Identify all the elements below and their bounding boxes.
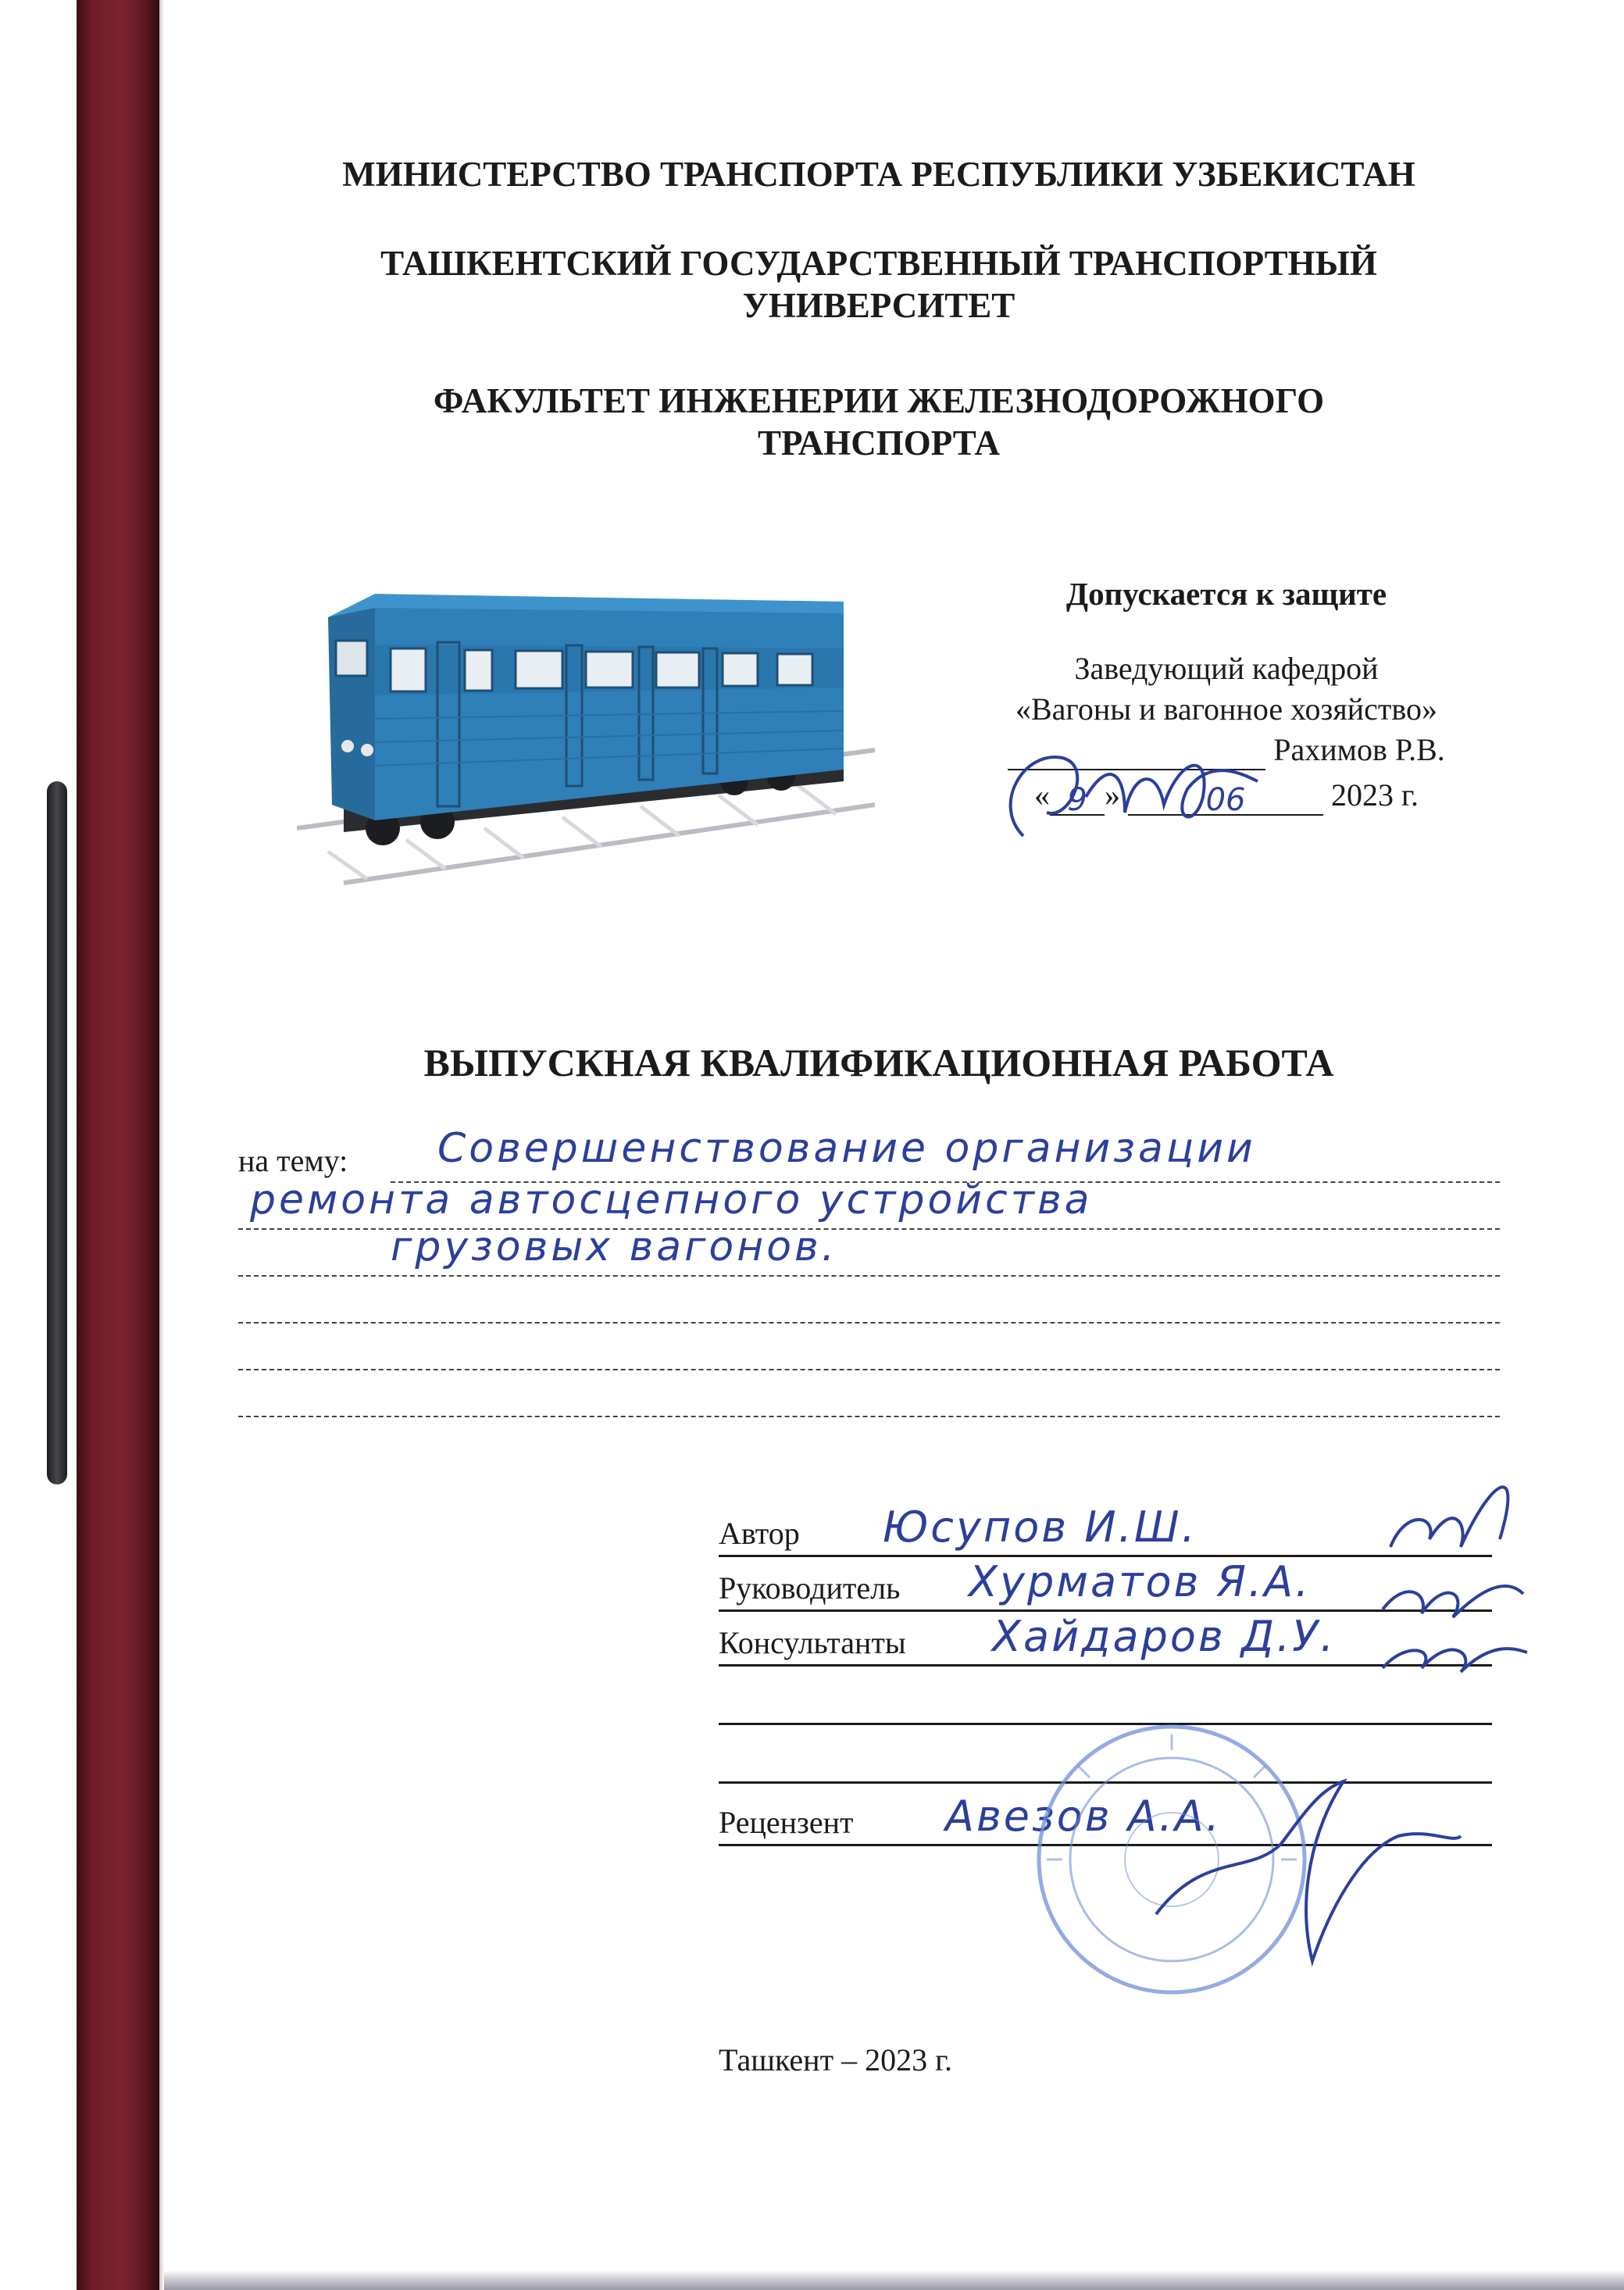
scan-bottom-edge: [164, 2270, 1624, 2290]
supervisor-label: Руководитель: [719, 1570, 901, 1606]
faculty-heading: [195, 380, 1562, 464]
work-title: ВЫПУСКНАЯ КВАЛИФИКАЦИОННАЯ РАБОТА: [423, 1041, 1334, 1084]
topic-handwritten-line3: грузовых вагонов.: [391, 1224, 838, 1270]
topic-handwritten-line2: ремонта автосцепного устройства: [250, 1177, 1093, 1224]
reviewer-signature-graphic: [1140, 1758, 1469, 1977]
faculty-heading-line1: ФАКУЛЬТЕТ ИНЖЕНЕРИИ ЖЕЛЕЗНОДОРОЖНОГО: [433, 381, 1325, 420]
consultants-value: Хайдаров Д.У.: [992, 1612, 1337, 1661]
topic-line-6: [238, 1416, 1500, 1417]
date-close-quote: »: [1105, 777, 1121, 813]
supervisor-value: Хурматов Я.А.: [969, 1557, 1312, 1606]
university-heading-line1: ТАШКЕНТСКИЙ ГОСУДАРСТВЕННЫЙ ТРАНСПОРТНЫЙ: [380, 244, 1377, 283]
city-year-footer: Ташкент – 2023 г.: [719, 2042, 952, 2077]
university-heading: [195, 242, 1562, 327]
binding-string: [47, 781, 67, 1484]
ministry-heading: МИНИСТЕРСТВО ТРАНСПОРТА РЕСПУБЛИКИ УЗБЕКИСТАН: [342, 155, 1415, 194]
approval-title: Допускается к защите: [1065, 576, 1387, 612]
faculty-heading-line2: ТРАНСПОРТА: [757, 423, 1001, 463]
date-day: 9: [1050, 780, 1105, 816]
page-binding: [0, 0, 156, 2290]
consultants-label: Консультанты: [719, 1625, 906, 1660]
topic-label: на тему:: [238, 1143, 348, 1178]
topic-line-5: [238, 1369, 1500, 1370]
head-position: Заведующий кафедрой: [1074, 651, 1379, 686]
university-heading-line2: УНИВЕРСИТЕТ: [742, 286, 1015, 325]
binding-strip: [77, 0, 159, 2290]
head-signature-graphic: [976, 727, 1273, 859]
topic-line-4: [238, 1322, 1500, 1324]
author-label: Автор: [719, 1516, 800, 1551]
date-open-quote: «: [1034, 777, 1051, 813]
department-name: «Вагоны и вагонное хозяйство»: [1015, 691, 1438, 727]
metro-car-illustration: [297, 570, 875, 891]
author-value: Юсупов И.Ш.: [883, 1502, 1197, 1552]
binding-edge: [159, 0, 164, 2290]
date-month: 06: [1128, 780, 1323, 816]
topic-handwritten-line1: Совершенствование организации: [437, 1125, 1256, 1172]
reviewer-value: Авезов А.А.: [945, 1792, 1222, 1841]
head-name: Рахимов Р.В.: [1273, 732, 1445, 767]
date-year: 2023 г.: [1331, 777, 1419, 813]
participant-signatures-graphic: [1375, 1430, 1531, 1758]
reviewer-label: Рецензент: [719, 1805, 854, 1840]
topic-line-3: [238, 1275, 1500, 1277]
